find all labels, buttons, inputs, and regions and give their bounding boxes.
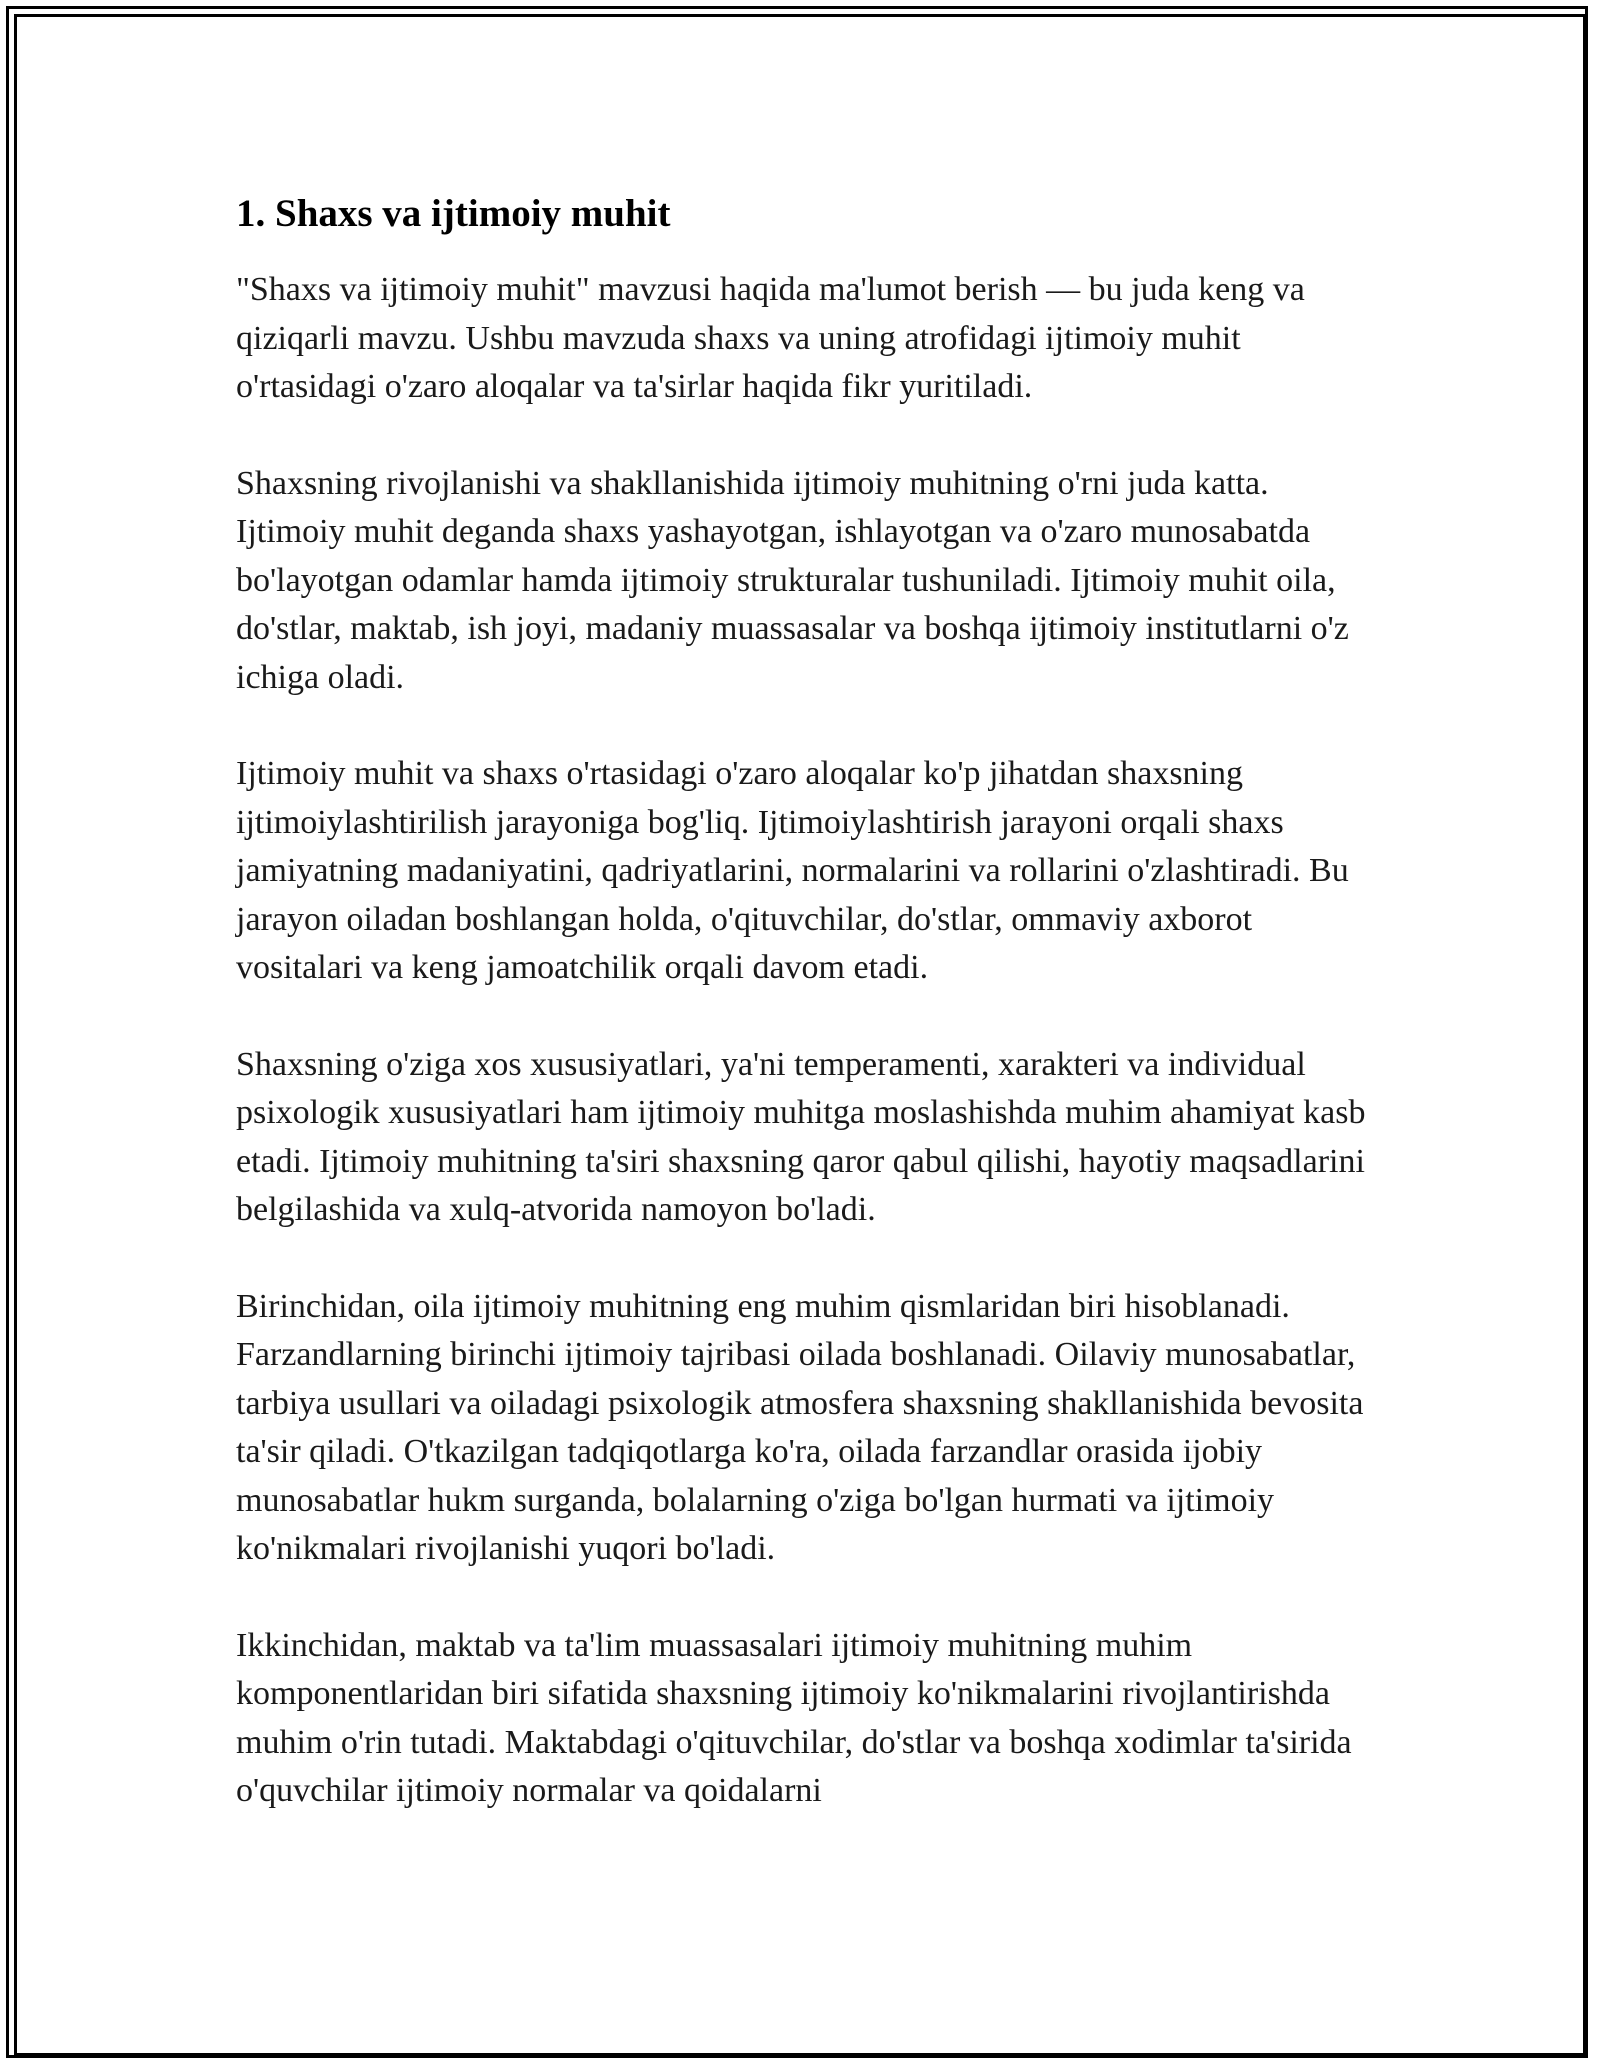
document-body — [236, 186, 1376, 1864]
paragraph-2: Shaxsning rivojlanishi va shakllanishida ijtimoiy muhitning o'rni juda katta. Ijtimoiy muhit deganda shaxs yashayotgan, ishlayotgan va o'zaro munosabatda bo'layotgan odamlar hamda ijtimoiy strukturalar tushuniladi. Ijtimoiy muhit oila, do'stlar, maktab, ish joyi, madaniy muassasalar va boshqa ijtimoiy institutlarni o'z ichiga oladi. — [236, 464, 1349, 696]
paragraph-6: Ikkinchidan, maktab va ta'lim muassasalari ijtimoiy muhitning muhim komponentlaridan biri sifatida shaxsning ijtimoiy ko'nikmalarini rivojlantirishda muhim o'rin tutadi. Maktabdagi o'qituvchilar, do'stlar va boshqa xodimlar ta'sirida o'quvchilar ijtimoiy normalar va qoidalarni — [236, 1626, 1352, 1809]
paragraph-5: Birinchidan, oila ijtimoiy muhitning eng muhim qismlaridan biri hisoblanadi. Farzandlarning birinchi ijtimoiy tajribasi oilada boshlanadi. Oilaviy munosabatlar, tarbiya usullari va oiladagi psixologik atmosfera shaxsning shakllanishida bevosita ta'sir qiladi. O'tkazilgan tadqiqotlarga ko'ra, oilada farzandlar orasida ijobiy munosabatlar hukm surganda, bolalarning o'ziga bo'lgan hurmati va ijtimoiy ko'nikmalari rivojlanishi yuqori bo'ladi. — [236, 1287, 1364, 1567]
paragraph-1: "Shaxs va ijtimoiy muhit" mavzusi haqida ma'lumot berish — bu juda keng va qiziqarli mavzu. Ushbu mavzuda shaxs va uning atrofidagi ijtimoiy muhit o'rtasidagi o'zaro aloqalar va ta'sirlar haqida fikr yuritiladi. — [236, 271, 1305, 405]
paragraph-4: Shaxsning o'ziga xos xususiyatlari, ya'ni temperamenti, xarakteri va individual psixologik xususiyatlari ham ijtimoiy muhitga moslashishda muhim ahamiyat kasb etadi. Ijtimoiy muhitning ta'siri shaxsning qaror qabul qilishi, hayotiy maqsadlarini belgilashida va xulq-atvorida namoyon bo'ladi. — [236, 1045, 1366, 1228]
section-heading: 1. Shaxs va ijtimoiy muhit — [236, 192, 671, 235]
paragraph-3: Ijtimoiy muhit va shaxs o'rtasidagi o'zaro aloqalar ko'p jihatdan shaxsning ijtimoiylashtirilish jarayoniga bog'liq. Ijtimoiylashtirish jarayoni orqali shaxs jamiyatning madaniyatini, qadriyatlarini, normalarini va rollarini o'zlashtiradi. Bu jarayon oiladan boshlangan holda, o'qituvchilar, do'stlar, ommaviy axborot vositalari va keng jamoatchilik orqali davom etadi. — [236, 755, 1349, 986]
